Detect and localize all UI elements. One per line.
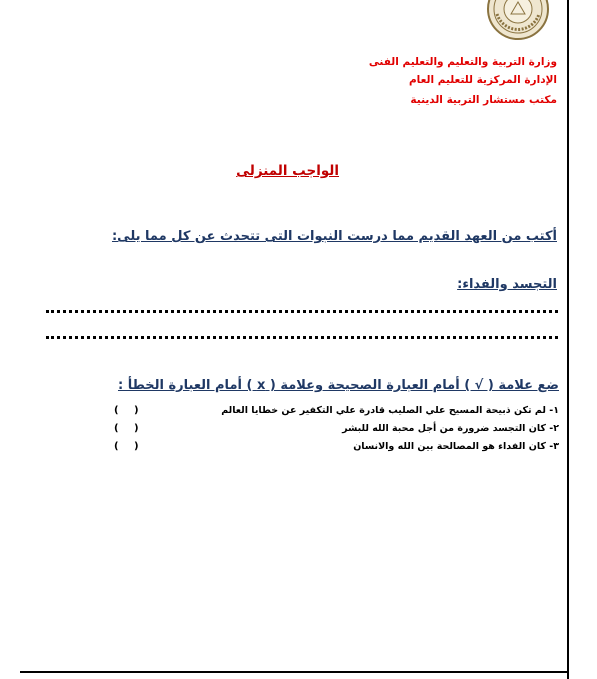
ministry-line-1: وزارة التربية والتعليم والتعليم الفنى	[368, 56, 557, 68]
answer-line-2[interactable]	[46, 336, 558, 339]
statement-2: ٢- كان التجسد ضرورة من أجل محبة الله للبشر	[342, 423, 559, 434]
ministry-line-2: الإدارة المركزية للتعليم العام	[408, 74, 557, 86]
statement-1: ١- لم تكن ذبيحة المسيح علي الصليب قادرة علي التكفير عن خطايا العالم	[221, 405, 559, 416]
page-border-bottom	[20, 671, 569, 673]
ministry-seal-icon	[487, 0, 549, 40]
ministry-line-3: مكتب مستشار التربية الدينية	[410, 94, 557, 106]
answer-box-1[interactable]: ( )	[114, 405, 145, 416]
statement-3: ٣- كان الفداء هو المصالحة بين الله والانسان	[353, 441, 559, 452]
answer-box-3[interactable]: ( )	[114, 441, 145, 452]
page-title: الواجب المنزلى	[236, 163, 339, 179]
answer-line-1[interactable]	[46, 310, 558, 313]
page-border-right	[567, 0, 569, 679]
writing-instruction: أكتب من العهد القديم مما درست النبوات التى تتحدث عن كل مما يلى:	[111, 229, 557, 244]
topic-heading: التجسد والفداء:	[457, 277, 557, 292]
answer-box-2[interactable]: ( )	[114, 423, 145, 434]
true-false-instruction: ضع علامة ( √ ) أمام العبارة الصحيحة وعلامة ( x ) أمام العبارة الخطأ :	[117, 378, 559, 393]
